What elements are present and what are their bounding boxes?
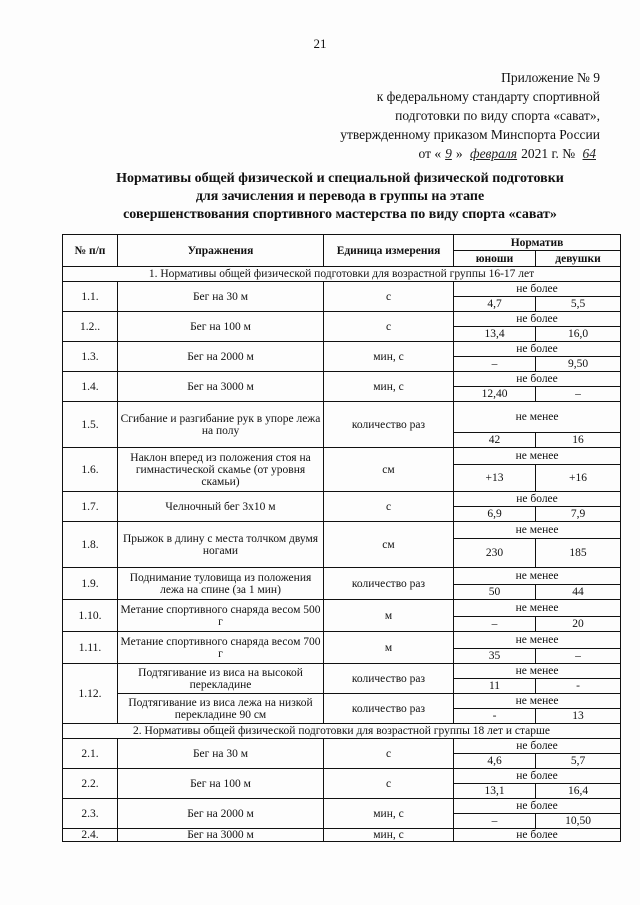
norm-condition: не более: [454, 829, 621, 842]
appendix-line: утвержденному приказом Минспорта России: [340, 127, 600, 142]
boys-value: 4,6: [454, 754, 536, 769]
girls-value: 13: [536, 709, 621, 724]
exercise-name: Бег на 2000 м: [118, 799, 324, 829]
section-title: 1. Нормативы общей физической подготовки для возрастной группы 16-17 лет: [63, 267, 621, 282]
row-number: 2.2.: [63, 769, 118, 799]
unit-cell: м: [324, 600, 454, 632]
unit-cell: количество раз: [324, 694, 454, 724]
boys-value: 11: [454, 679, 536, 694]
exercise-name: Бег на 3000 м: [118, 372, 324, 402]
row-number: 2.1.: [63, 739, 118, 769]
table-row: [63, 600, 621, 617]
unit-cell: количество раз: [324, 664, 454, 694]
row-number: 1.2..: [63, 312, 118, 342]
unit-cell: с: [324, 769, 454, 799]
norm-condition: не менее: [454, 522, 621, 539]
boys-value: +13: [454, 465, 536, 492]
boys-value: –: [454, 357, 536, 372]
table-row: [63, 632, 621, 649]
exercise-name: Бег на 30 м: [118, 739, 324, 769]
exercise-name: Бег на 100 м: [118, 312, 324, 342]
section-title: 2. Нормативы общей физической подготовки для возрастной группы 18 лет и старше: [63, 724, 621, 739]
norm-condition: не менее: [454, 402, 621, 433]
row-number: 1.11.: [63, 632, 118, 664]
row-number: 1.1.: [63, 282, 118, 312]
exercise-name: Поднимание туловища из положения лежа на спине (за 1 мин): [118, 568, 324, 600]
date-mid: »: [455, 146, 463, 161]
appendix-title: Приложение № 9: [501, 70, 600, 85]
exercise-name: Бег на 2000 м: [118, 342, 324, 372]
unit-cell: с: [324, 282, 454, 312]
row-number: 1.12.: [63, 664, 118, 724]
norm-condition: не более: [454, 739, 621, 754]
row-number: 1.8.: [63, 522, 118, 568]
header-girls: девушки: [536, 251, 621, 267]
norm-condition: не более: [454, 312, 621, 327]
row-number: 1.7.: [63, 492, 118, 522]
header-norm: Норматив: [454, 235, 621, 251]
norm-condition: не менее: [454, 632, 621, 649]
norm-condition: не менее: [454, 448, 621, 465]
boys-value: 13,1: [454, 784, 536, 799]
header-unit: Единица измерения: [324, 235, 454, 267]
norm-condition: не более: [454, 342, 621, 357]
row-number: 1.10.: [63, 600, 118, 632]
table-row: [63, 402, 621, 433]
unit-cell: см: [324, 448, 454, 492]
girls-value: 10,50: [536, 814, 621, 829]
boys-value: 35: [454, 649, 536, 664]
norms-table: [62, 234, 621, 842]
row-number: 1.3.: [63, 342, 118, 372]
exercise-name: Прыжок в длину с места толчком двумя ногами: [118, 522, 324, 568]
girls-value: +16: [536, 465, 621, 492]
table-body: [63, 267, 621, 842]
date-prefix: от «: [418, 146, 442, 161]
appendix-line: подготовки по виду спорта «сават»,: [395, 108, 600, 123]
boys-value: –: [454, 617, 536, 632]
table-row: [63, 799, 621, 814]
norm-condition: не менее: [454, 664, 621, 679]
boys-value: -: [454, 709, 536, 724]
unit-cell: мин, с: [324, 342, 454, 372]
unit-cell: мин, с: [324, 799, 454, 829]
girls-value: -: [536, 679, 621, 694]
boys-value: 230: [454, 539, 536, 568]
norm-condition: не более: [454, 799, 621, 814]
table-row: [63, 448, 621, 465]
boys-value: 50: [454, 585, 536, 600]
exercise-name: Метание спортивного снаряда весом 700 г: [118, 632, 324, 664]
boys-value: 6,9: [454, 507, 536, 522]
table-row: [63, 664, 621, 679]
appendix-header: [300, 68, 600, 163]
boys-value: 42: [454, 433, 536, 448]
year-text: 2021 г. №: [521, 146, 576, 161]
appendix-line: к федеральному стандарту спортивной: [376, 89, 600, 104]
girls-value: 16,4: [536, 784, 621, 799]
table-row: [63, 312, 621, 327]
exercise-name: Бег на 3000 м: [118, 829, 324, 842]
title-line: Нормативы общей физической и специальной физической подготовки: [116, 171, 564, 186]
norm-condition: не более: [454, 282, 621, 297]
exercise-name: Метание спортивного снаряда весом 500 г: [118, 600, 324, 632]
unit-cell: см: [324, 522, 454, 568]
row-number: 2.4.: [63, 829, 118, 842]
norm-condition: не менее: [454, 694, 621, 709]
unit-cell: м: [324, 632, 454, 664]
row-number: 1.5.: [63, 402, 118, 448]
norm-condition: не менее: [454, 568, 621, 585]
header-num: № п/п: [63, 235, 118, 267]
girls-value: 185: [536, 539, 621, 568]
unit-cell: с: [324, 312, 454, 342]
norm-condition: не более: [454, 492, 621, 507]
boys-value: –: [454, 814, 536, 829]
handwritten-day: 9: [445, 146, 452, 161]
handwritten-number: 64: [582, 146, 596, 161]
girls-value: 20: [536, 617, 621, 632]
girls-value: 16,0: [536, 327, 621, 342]
document-title: [60, 170, 620, 224]
section-row: [63, 724, 621, 739]
header-boys: юноши: [454, 251, 536, 267]
table-row: [63, 492, 621, 507]
handwritten-month: февраля: [469, 146, 518, 161]
table-row: [63, 769, 621, 784]
exercise-name: Бег на 30 м: [118, 282, 324, 312]
row-number: 1.9.: [63, 568, 118, 600]
title-line: совершенствования спортивного мастерства по виду спорта «сават»: [123, 207, 557, 222]
girls-value: –: [536, 387, 621, 402]
table-row: [63, 739, 621, 754]
table-row: [63, 829, 621, 842]
girls-value: 44: [536, 585, 621, 600]
table-row: [63, 372, 621, 387]
girls-value: 5,5: [536, 297, 621, 312]
section-row: [63, 267, 621, 282]
unit-cell: мин, с: [324, 829, 454, 842]
girls-value: –: [536, 649, 621, 664]
exercise-name: Сгибание и разгибание рук в упоре лежа на полу: [118, 402, 324, 448]
unit-cell: количество раз: [324, 568, 454, 600]
boys-value: 13,4: [454, 327, 536, 342]
boys-value: 12,40: [454, 387, 536, 402]
table-row: [63, 568, 621, 585]
unit-cell: количество раз: [324, 402, 454, 448]
girls-value: 7,9: [536, 507, 621, 522]
unit-cell: с: [324, 492, 454, 522]
exercise-name: Челночный бег 3х10 м: [118, 492, 324, 522]
exercise-name: Подтягивание из виса лежа на низкой перекладине 90 см: [118, 694, 324, 724]
row-number: 2.3.: [63, 799, 118, 829]
table-row: [63, 342, 621, 357]
girls-value: 16: [536, 433, 621, 448]
norm-condition: не более: [454, 769, 621, 784]
exercise-name: Наклон вперед из положения стоя на гимнастической скамье (от уровня скамьи): [118, 448, 324, 492]
order-date-line: [300, 144, 600, 163]
boys-value: 4,7: [454, 297, 536, 312]
page-number: 21: [313, 36, 327, 51]
exercise-name: Бег на 100 м: [118, 769, 324, 799]
table-row: [63, 522, 621, 539]
unit-cell: мин, с: [324, 372, 454, 402]
header-exercise: Упражнения: [118, 235, 324, 267]
row-number: 1.4.: [63, 372, 118, 402]
table-row: [63, 694, 621, 709]
unit-cell: с: [324, 739, 454, 769]
girls-value: 9,50: [536, 357, 621, 372]
row-number: 1.6.: [63, 448, 118, 492]
norm-condition: не менее: [454, 600, 621, 617]
norm-condition: не более: [454, 372, 621, 387]
exercise-name: Подтягивание из виса на высокой перекладине: [118, 664, 324, 694]
title-line: для зачисления и перевода в группы на этапе: [195, 189, 485, 204]
table-row: [63, 282, 621, 297]
girls-value: 5,7: [536, 754, 621, 769]
